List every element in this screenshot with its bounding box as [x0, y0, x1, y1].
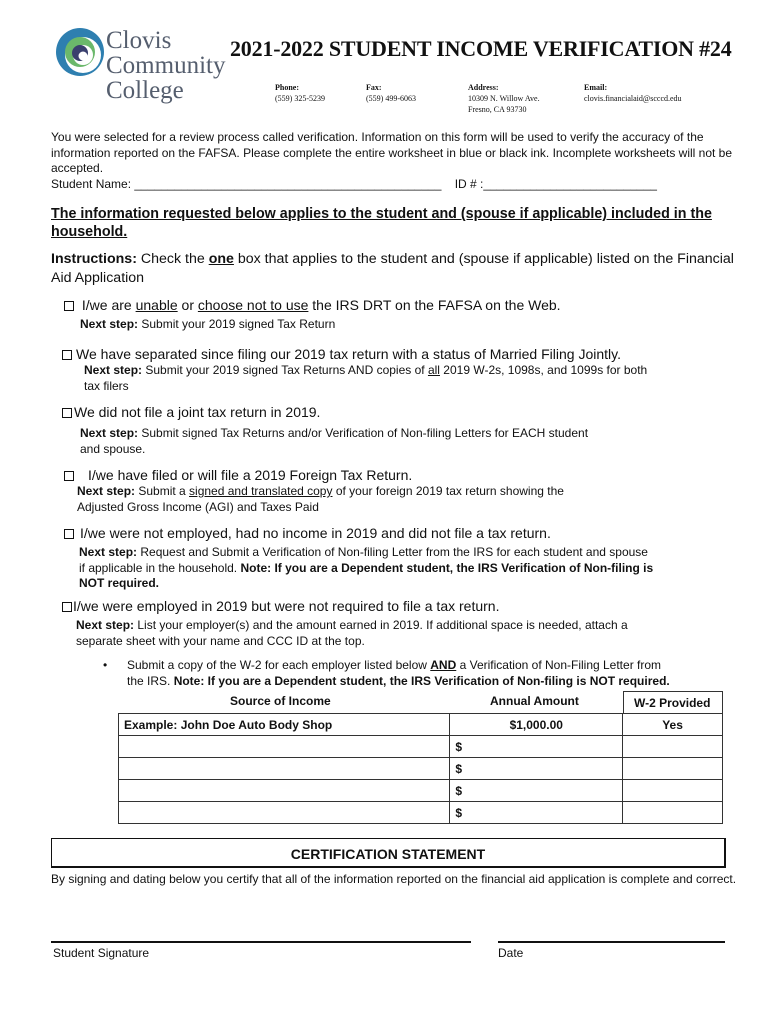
option-2-checkbox[interactable] [62, 350, 72, 360]
example-w2: Yes [623, 714, 723, 736]
email-block: Email: clovis.financialaid@scccd.edu [584, 83, 682, 103]
signature-label: Student Signature [53, 946, 150, 960]
form-title: 2021-2022 STUDENT INCOME VERIFICATION #24 [230, 36, 732, 61]
option-6-next-step: Next step: List your employer(s) and the amount earned in 2019. If additional space is needed, attach a separate sheet with your name and CCC ID at the top. [76, 618, 628, 648]
col-header-source: Source of Income [230, 694, 331, 708]
intro-paragraph: You were selected for a review process called verification. Information on this form will be used to verify the accuracy of the information reported on the FAFSA. Please complete the entire worksheet in blue or black ink. Incomplete worksheets will not be accepted. Student Name: ______________________________________________ ID # :__________________________ [51, 130, 733, 191]
amount-input[interactable]: $ [450, 802, 623, 824]
bullet-marker: • [103, 658, 108, 672]
option-5-next-step: Next step: Request and Submit a Verification of Non-filing Letter from the IRS for each student and spouse if applicable in the household. Note: If you are a Dependent student, the IRS Verification of Non-filing is NOT required. [79, 545, 654, 590]
option-4-checkbox[interactable] [64, 471, 74, 481]
source-input[interactable] [119, 802, 450, 824]
col-header-amount: Annual Amount [490, 694, 579, 708]
source-input[interactable] [119, 758, 450, 780]
w2-input[interactable] [623, 780, 723, 802]
student-id-field[interactable]: ID # :__________________________ [454, 176, 657, 191]
option-4-next-step: Next step: Submit a signed and translated copy of your foreign 2019 tax return showing the Adjusted Gross Income (AGI) and Taxes Paid [77, 484, 564, 514]
option-1-next-step: Next step: Submit your 2019 signed Tax Return [80, 317, 336, 331]
amount-input[interactable]: $ [450, 758, 623, 780]
student-name-field[interactable]: Student Name: ______________________________________________ [51, 176, 442, 191]
amount-input[interactable]: $ [450, 780, 623, 802]
source-input[interactable] [119, 736, 450, 758]
option-2-next-step: Next step: Submit your 2019 signed Tax Returns AND copies of all 2019 W-2s, 1098s, and 1099s for both tax filers [84, 363, 648, 393]
option-5-checkbox[interactable] [64, 529, 74, 539]
certification-text: By signing and dating below you certify that all of the information reported on the financial aid application is complete and correct. [51, 872, 737, 886]
w2-input[interactable] [623, 802, 723, 824]
phone-block: Phone: (559) 325-5239 [275, 83, 325, 103]
section-heading: The information requested below applies to the student and (spouse if applicable) included in the household. [51, 206, 712, 240]
amount-input[interactable]: $ [450, 736, 623, 758]
instructions: Instructions: Check the one box that applies to the student and (spouse if applicable) listed on the Financial Aid Application [51, 251, 734, 286]
income-table [118, 713, 723, 824]
table-row [119, 780, 723, 802]
table-row [119, 758, 723, 780]
table-row-example [119, 714, 723, 736]
example-amount: $1,000.00 [450, 714, 623, 736]
fax-block: Fax: (559) 499-6063 [366, 83, 416, 103]
logo-wordmark: Clovis Community College [106, 27, 226, 104]
option-3: We did not file a joint tax return in 2019. [62, 404, 320, 421]
w2-input[interactable] [623, 736, 723, 758]
example-source: Example: John Doe Auto Body Shop [119, 714, 450, 736]
source-input[interactable] [119, 780, 450, 802]
option-1: I/we are unable or choose not to use the IRS DRT on the FAFSA on the Web. [64, 297, 561, 314]
col-header-w2: W-2 Provided [634, 696, 711, 710]
option-6-checkbox[interactable] [62, 602, 72, 612]
option-3-checkbox[interactable] [62, 408, 72, 418]
signature-line[interactable] [51, 941, 471, 943]
w2-input[interactable] [623, 758, 723, 780]
option-6: I/we were employed in 2019 but were not required to file a tax return. [62, 598, 499, 615]
w2-instruction: Submit a copy of the W-2 for each employer listed below AND a Verification of Non-Filing Letter from the IRS. Note: If you are a Dependent student, the IRS Verification of Non-filing is NOT required. [127, 658, 670, 688]
option-5: I/we were not employed, had no income in 2019 and did not file a tax return. [64, 525, 551, 542]
date-label: Date [498, 946, 524, 960]
table-row [119, 802, 723, 824]
option-4: I/we have filed or will file a 2019 Foreign Tax Return. [64, 467, 412, 484]
certification-heading: CERTIFICATION STATEMENT [51, 838, 726, 868]
table-row [119, 736, 723, 758]
option-3-next-step: Next step: Submit signed Tax Returns and/or Verification of Non-filing Letters for EACH student and spouse. [80, 426, 589, 456]
option-1-checkbox[interactable] [64, 301, 74, 311]
address-block: Address: 10309 N. Willow Ave. Fresno, CA 93730 [468, 83, 540, 114]
option-2: We have separated since filing our 2019 tax return with a status of Married Filing Jointly. [62, 346, 621, 363]
date-line[interactable] [498, 941, 725, 943]
w2-header-cell [623, 691, 723, 713]
